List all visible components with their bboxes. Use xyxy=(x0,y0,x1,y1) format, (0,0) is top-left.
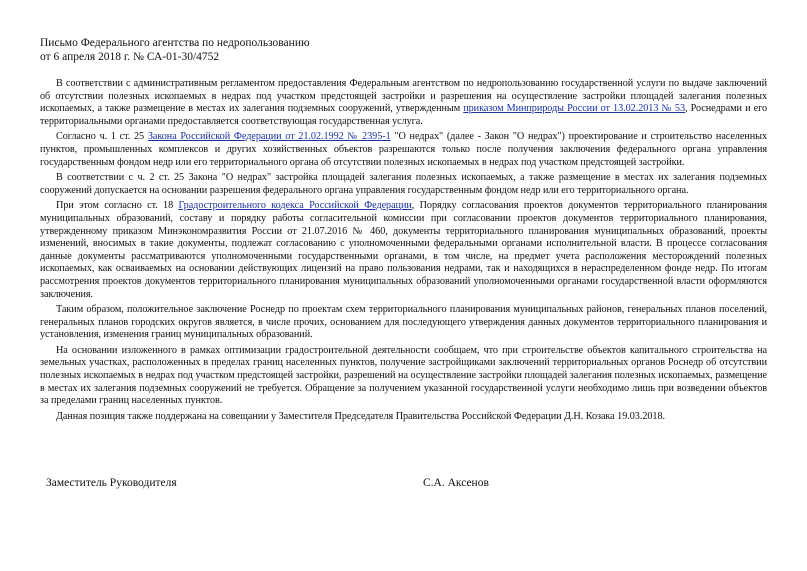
letter-date-number: от 6 апреля 2018 г. № СА-01-30/4752 xyxy=(40,51,220,63)
signatory-name: С.А. Аксенов xyxy=(423,477,489,489)
paragraph-4 xyxy=(40,200,767,301)
letter-header xyxy=(40,36,767,64)
paragraph-3: В соответствии с ч. 2 ст. 25 Закона "О недрах" застройка площадей залегания полезных ископаемых, а также размещение в местах их залегания подземных сооружений допускается на основании разрешения федерального органа управления государственным фондом недр или его территориального органа. xyxy=(40,172,767,196)
paragraph-7: Данная позиция также поддержана на совещании у Заместителя Председателя Правительства Российской Федерации Д.Н. Козака 19.03.2018. xyxy=(56,410,665,422)
letter-body xyxy=(40,36,767,426)
paragraph-1-text: В соответствии с административным регламентом предоставления Федеральным агентством по недропользованию государственной услуги по выдаче заключений об отсутствии полезных ископаемых в недрах под участком предстоящей застройки и разрешения на осуществление застройки площадей залегания полезных ископаемых, а также размещение в местах их залегания подземных сооружений, утвержденным xyxy=(40,78,767,115)
link-urban-planning-code[interactable]: Градостроительного кодекса Российской Федерации xyxy=(178,200,412,212)
paragraph-4-text: При этом согласно ст. 18 xyxy=(56,200,179,212)
paragraph-4-tail: , Порядку согласования проектов документов территориального планирования муниципальных образований, составу и порядку работы согласительной комиссии при согласовании проектов документов территориального планирования, утвержденному приказом Минэкономразвития России от 21.07.2016 № 460, документы территориального планирования муниципальных образований, проекты изменений, вносимых в такие документы, подлежат согласованию с уполномоченными федеральными органами исполнительной власти. В процессе согласования данные документы рассматриваются уполномоченными государственными органами, в том числе, на предмет учета расположения месторождений полезных ископаемых, как осваиваемых на основании действующих лицензий на право пользования недрами, так и находящихся в нераспределенном фонде недр. По итогам рассмотрения проектов документов территориального планирования муниципальных образований уполномоченными органами государственной власти оформляются заключения. xyxy=(40,200,767,300)
letter-title: Письмо Федерального агентства по недропользованию xyxy=(40,37,310,49)
link-order-minprirody[interactable]: приказом Минприроды России от 13.02.2013 № 53 xyxy=(463,103,686,115)
signatory-position: Заместитель Руководителя xyxy=(46,477,177,489)
paragraph-2-text: Согласно ч. 1 ст. 25 xyxy=(56,131,148,143)
paragraph-1 xyxy=(40,78,767,128)
paragraph-2-tail: "О недрах" (далее - Закон "О недрах") проектирование и строительство населенных пунктов, промышленных комплексов и других хозяйственных объектов разрешаются только после получения заключения федерального органа управления государственным фондом недр или его территориального органа об отсутствии полезных ископаемых в недрах под участком предстоящей застройки. xyxy=(40,131,768,168)
paragraph-6: На основании изложенного в рамках оптимизации градостроительной деятельности сообщаем, что при строительстве объектов капитального строительства на земельных участках, расположенных в пределах границ населенных пунктов, получение застройщиками заключений территориальных органов Роснедр об отсутствии полезных ископаемых в недрах под участком предстоящей застройки, разрешений на осуществление застройки площадей залегания полезных ископаемых, размещение в местах их залегания подземных сооружений не требуется. Обращение за получением указанной государственной услуги необходимо лишь при возведении объектов за пределами границ населенных пунктов. xyxy=(40,344,767,407)
paragraph-5: Таким образом, положительное заключение Роснедр по проектам схем территориального планирования муниципальных районов, генеральных планов поселений, генеральных планов городских округов является, в числе прочих, основанием для последующего утверждения данных документов территориального планирования и установления, изменения границ муниципальных образований. xyxy=(40,304,767,341)
paragraph-2 xyxy=(40,131,767,169)
link-law-on-subsoil[interactable]: Закона Российской Федерации от 21.02.1992 № 2395-1 xyxy=(147,131,391,143)
paragraph-1-tail: , Роснедрами и его территориальными органами предоставляется соответствующая государственная услуга. xyxy=(40,103,767,127)
